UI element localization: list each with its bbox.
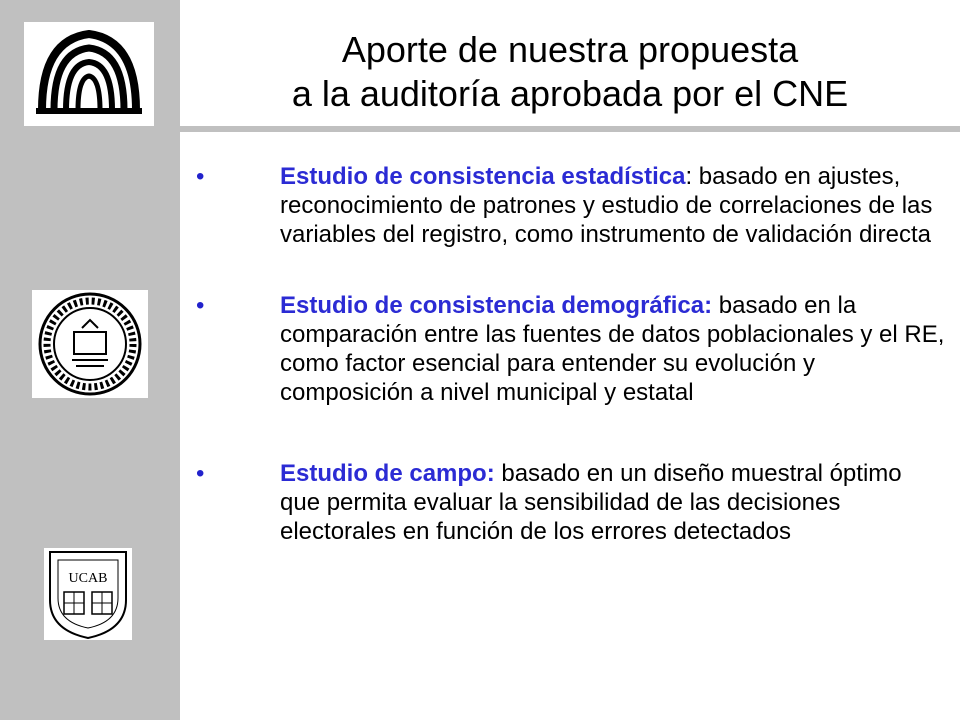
bullet-text: : basado en ajustes, reconocimiento de patrones y estudio de correlaciones de las variables del registro, como instrumento de validación directa: [280, 163, 933, 248]
bullet-list: [196, 162, 946, 582]
slide-title: [180, 28, 960, 116]
ucab-letters: UCAB: [68, 571, 108, 586]
title-line-2: a la auditoría aprobada por el CNE: [291, 73, 849, 114]
bullet-marker: •: [196, 292, 205, 319]
dome-icon: [24, 22, 154, 126]
bullet-item: [196, 162, 946, 249]
bullet-marker: •: [196, 460, 205, 487]
bullet-item: [196, 459, 946, 546]
bullet-term: Estudio de consistencia estadística: [280, 163, 686, 190]
bullet-text: basado en la comparación entre las fuentes de datos poblacionales y el RE, como factor esencial para entender su evolución y composición a nivel municipal y estatal: [280, 292, 945, 406]
ucab-logo: [44, 548, 132, 640]
bullet-item: [196, 291, 946, 407]
seal-icon: [32, 290, 148, 398]
shield-icon: [44, 548, 132, 640]
bullet-term: Estudio de consistencia demográfica:: [280, 292, 713, 319]
bullet-term: Estudio de campo:: [280, 460, 495, 487]
bullet-text: basado en un diseño muestral óptimo que permita evaluar la sensibilidad de las decisiones electorales en función de los errores detectados: [280, 460, 902, 545]
title-divider: [180, 126, 960, 132]
ucv-dome-logo: [24, 22, 154, 126]
title-line-1: Aporte de nuestra propuesta: [341, 29, 799, 70]
ucv-seal-logo: [32, 290, 148, 398]
bullet-marker: •: [196, 163, 205, 190]
